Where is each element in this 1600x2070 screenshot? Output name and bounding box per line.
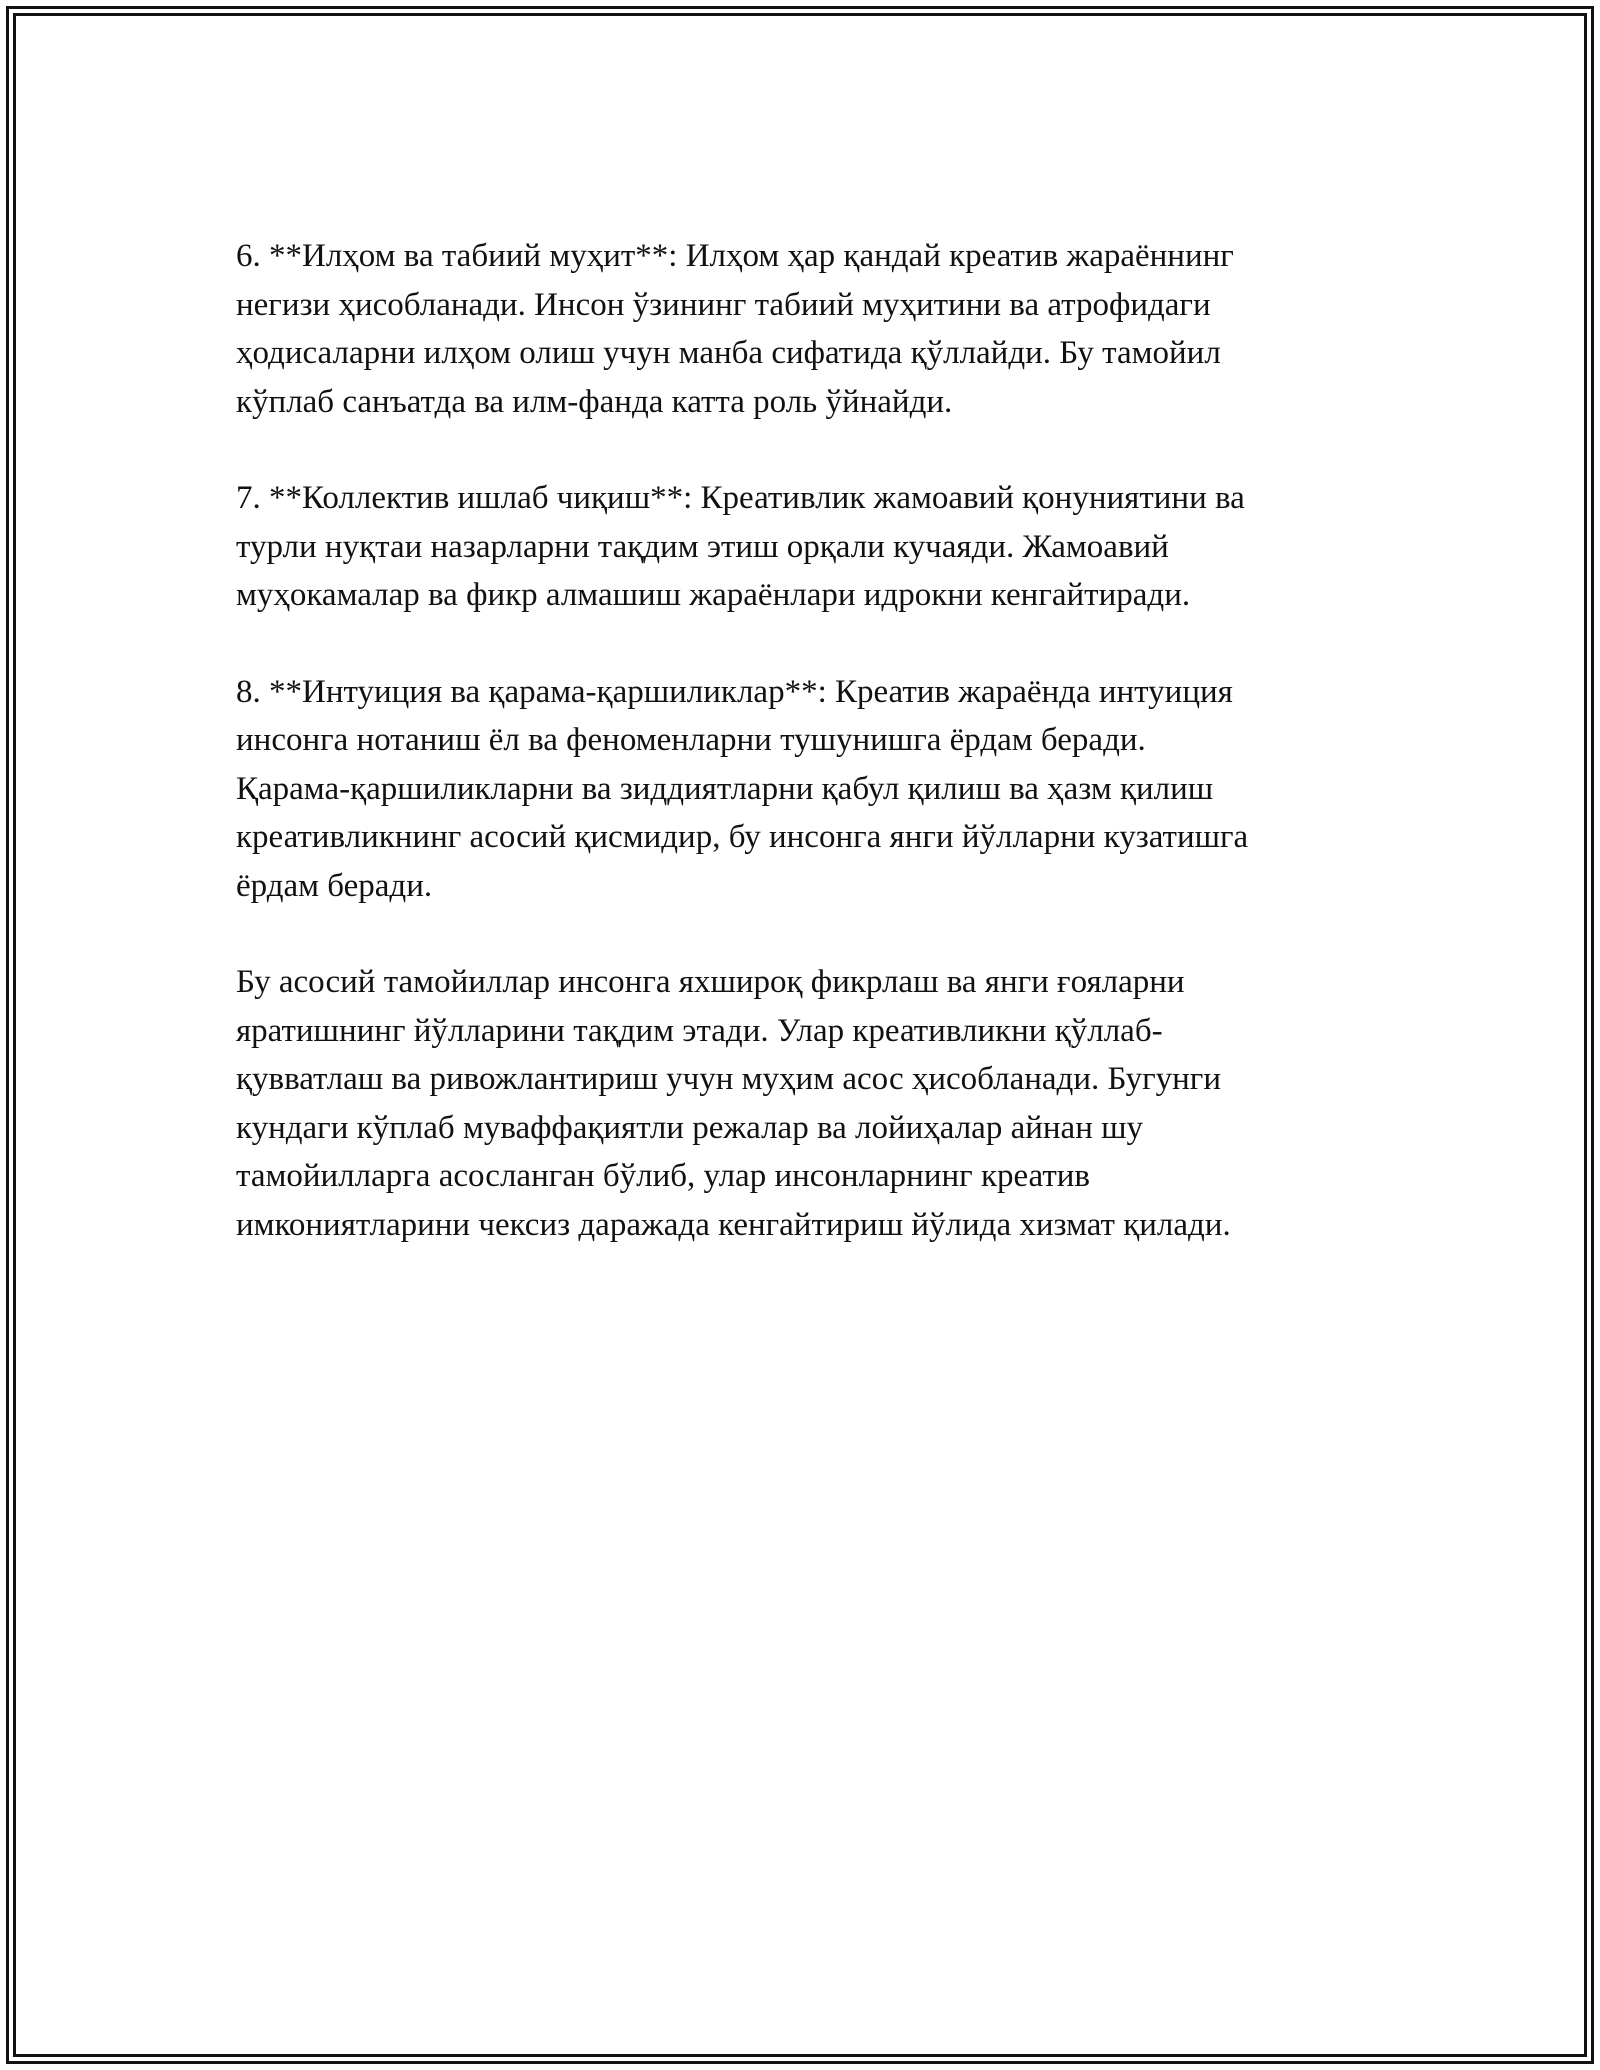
paragraph-conclusion: Бу асосий тамойиллар инсонга яхшироқ фикрлаш ва янги ғояларни яратишнинг йўлларини тақдим этади. Улар креативликни қўллаб- қувватлаш ва ривожлантириш учун муҳим асос ҳисобланади. Бугунги кундаги кўплаб муваффақиятли режалар ва лойиҳалар айнан шу тамойилларга асосланган бўлиб, улар инсонларнинг креатив имкониятларини чексиз даражада кенгайтириш йўлида хизмат қилади. [236,964,1231,1243]
document-body [236,232,1396,1297]
paragraph-inspiration-environment: 6. **Илҳом ва табиий муҳит**: Илҳом ҳар қандай креатив жараённинг негизи ҳисобланади. Инсон ўзининг табиий муҳитини ва атрофидаги ҳодисаларни илҳом олиш учун манба сифатида қўллайди. Бу тамойил кўплаб санъатда ва илм-фанда катта роль ўйнайди. [236,238,1234,420]
paragraph-intuition-contradictions: 8. **Интуиция ва қарама-қаршиликлар**: Креатив жараёнда интуиция инсонга нотаниш ёл ва феноменларни тушунишга ёрдам беради. Қарама-қаршиликларни ва зиддиятларни қабул қилиш ва ҳазм қилиш креативликнинг асосий қисмидир, бу инсонга янги йўлларни кузатишга ёрдам беради. [236,673,1249,904]
paragraph-collective-development: 7. **Коллектив ишлаб чиқиш**: Креативлик жамоавий қонуниятини ва турли нуқтаи назарларни тақдим этиш орқали кучаяди. Жамоавий муҳокамалар ва фикр алмашиш жараёнлари идрокни кенгайтиради. [236,480,1245,613]
